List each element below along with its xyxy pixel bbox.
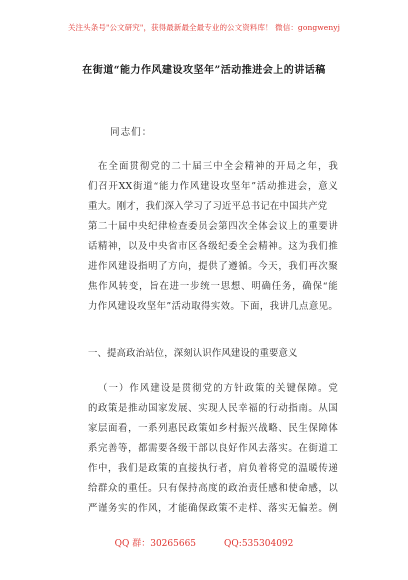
paragraph-line: 焦作风转变，旨在进一步统一思想、明确任务，确保“能 (88, 281, 338, 292)
paragraph-line: 们召开XX街道“能力作风建设攻坚年”活动推进会，意义 (88, 181, 338, 192)
paragraph-line: 家层面看，一系列惠民政策如乡村振兴战略、民生保障体 (88, 423, 338, 434)
section-heading: 一、提高政治站位，深刻认识作风建设的重要意义 (88, 348, 298, 359)
paragraph-line: 话精神，以及中央省市区各级纪委全会精神。这为我们推 (88, 241, 338, 252)
paragraph-line: 严谨务实的作风，才能确保政策不走样、落实无偏差。例 (88, 503, 338, 514)
qq-text: QQ:535304092 (224, 539, 294, 549)
document-title: 在街道“能力作风建设攻坚年”活动推进会上的讲话稿 (82, 65, 326, 76)
footer-contact (0, 536, 408, 549)
qq-group-text: QQ 群：30265665 (114, 539, 197, 549)
paragraph-line: 力作风建设攻坚年”活动取得实效。下面，我讲几点意见。 (88, 301, 338, 312)
paragraph-line: 给群众的重任。只有保持高度的政治责任感和使命感，以 (88, 483, 338, 494)
paragraph-line: 第二十届中央纪律检查委员会第四次全体会议上的重要讲 (88, 221, 338, 232)
paragraph-line: 重大。刚才，我们深入学习了习近平总书记在中国共产党 (88, 201, 328, 212)
paragraph-line: 在全面贯彻党的二十届三中全会精神的开局之年，我 (98, 161, 338, 172)
paragraph-line: 的政策是推动国家发展、实现人民幸福的行动指南。从国 (88, 403, 338, 414)
paragraph-line: 作中，我们是政策的直接执行者，肩负着将党的温暖传递 (88, 463, 338, 474)
header-banner: 关注头条号"公文研究"，获得最新最全最专业的公文资料库！ 微信：gongwenyj (67, 23, 341, 32)
paragraph-line: 进作风建设指明了方向，提供了遵循。今天，我们再次聚 (88, 261, 338, 272)
paragraph-line: 系完善等，都需要各级干部以良好作风去落实。在街道工 (88, 443, 338, 454)
paragraph-line: （一）作风建设是贯彻党的方针政策的关键保障。党 (98, 383, 338, 394)
salutation: 同志们： (110, 127, 153, 138)
